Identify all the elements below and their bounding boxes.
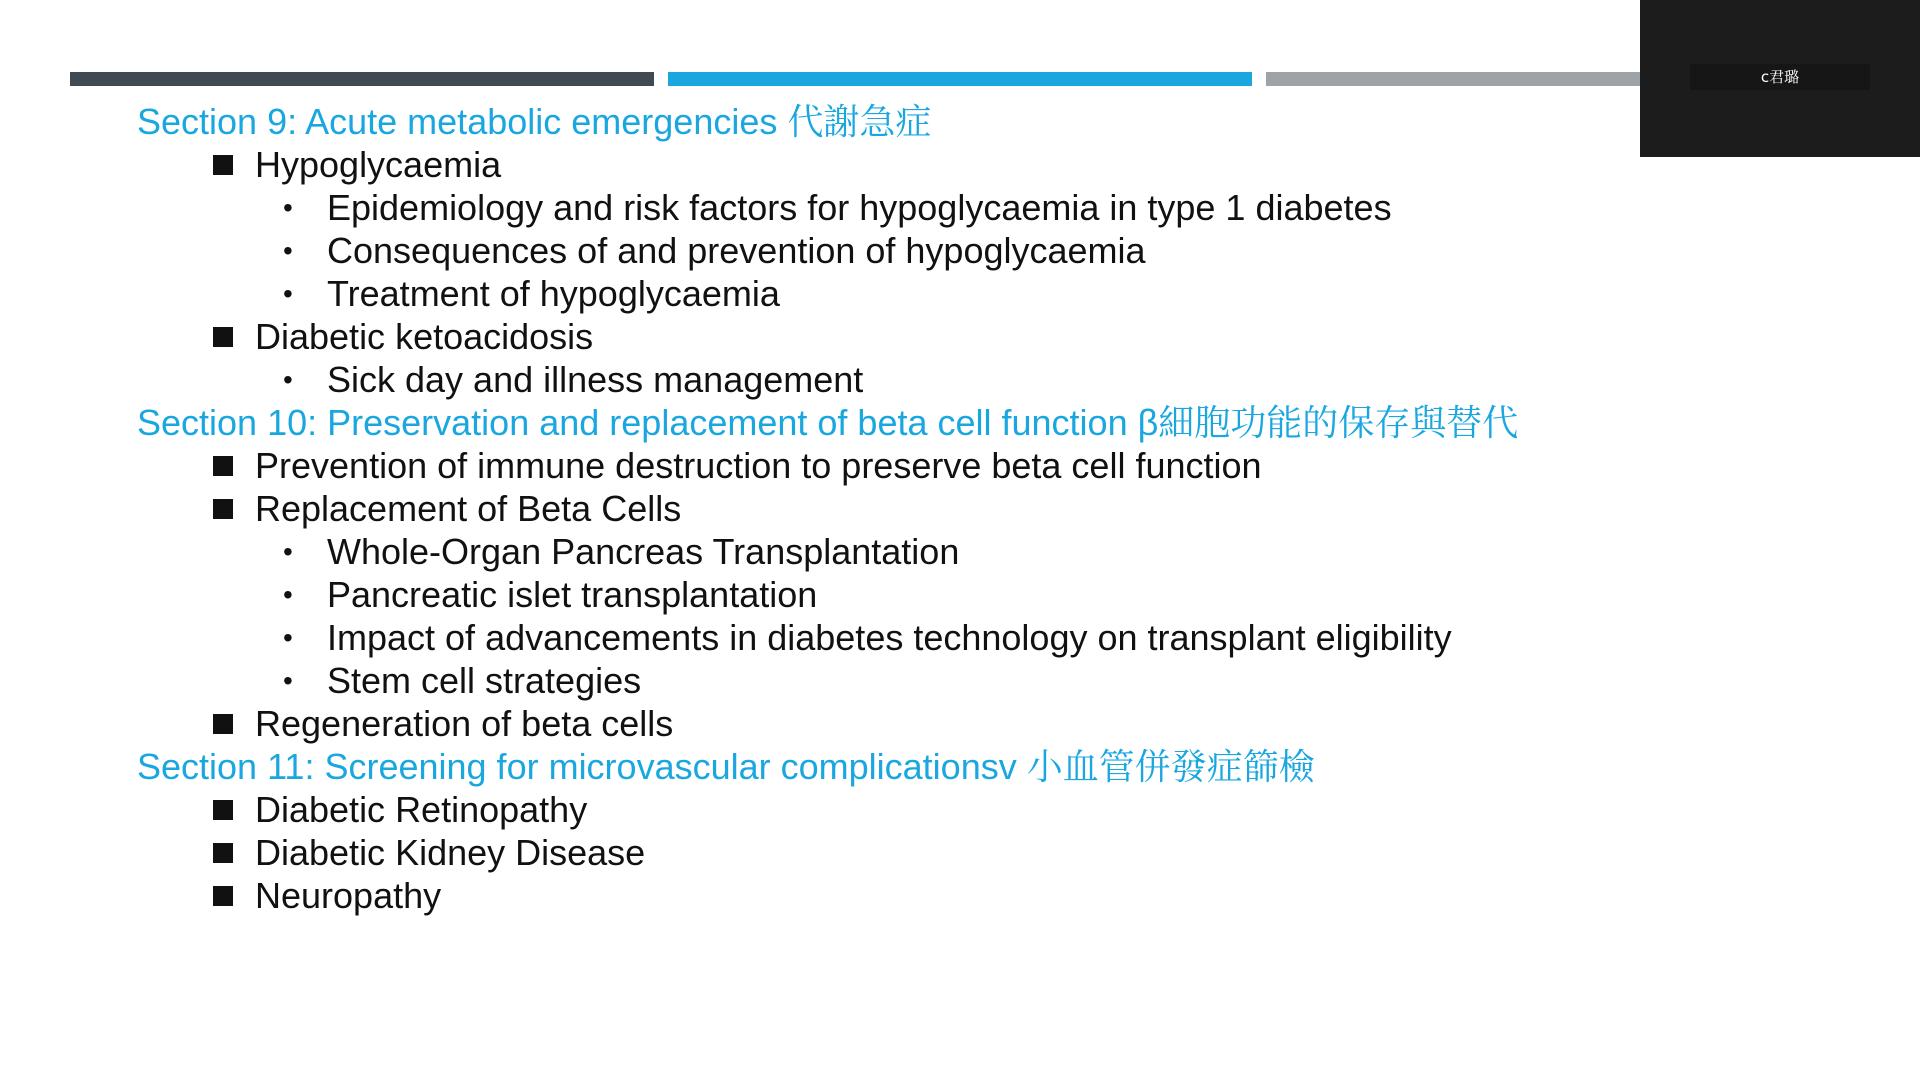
list-item-text: Diabetic Kidney Disease [255,832,646,873]
dot-bullet-icon: • [283,235,293,266]
square-bullet-icon [213,499,233,519]
sub-list-item-text: Epidemiology and risk factors for hypoglycaemia in type 1 diabetes [327,187,1392,228]
sub-list-item [137,573,1617,616]
dot-bullet-icon: • [283,364,293,395]
sub-list-item-text: Sick day and illness management [327,359,864,400]
square-bullet-icon [213,800,233,820]
sub-list-item-text: Impact of advancements in diabetes technology on transplant eligibility [327,617,1452,658]
sub-list-item-text: Consequences of and prevention of hypoglycaemia [327,230,1146,271]
list-item-text: Regeneration of beta cells [255,703,674,744]
title-accent-bar-dark [70,72,654,86]
list-item-text: Diabetic Retinopathy [255,789,588,830]
section-10-heading: Section 10: Preservation and replacement of beta cell function β細胞功能的保存與替代 [137,402,1519,443]
list-item [137,444,1617,487]
dot-bullet-icon: • [283,536,293,567]
square-bullet-icon [213,714,233,734]
square-bullet-icon [213,327,233,347]
list-item [137,143,1617,186]
dot-bullet-icon: • [283,622,293,653]
sub-list-item [137,530,1617,573]
slide-body [137,100,1617,917]
sub-list-item-text: Whole-Organ Pancreas Transplantation [327,531,960,572]
participant-video-tile[interactable] [1640,0,1920,157]
sub-list-item-text: Treatment of hypoglycaemia [327,273,780,314]
list-item-text: Diabetic ketoacidosis [255,316,594,357]
square-bullet-icon [213,843,233,863]
dot-bullet-icon: • [283,192,293,223]
list-item [137,315,1617,358]
square-bullet-icon [213,155,233,175]
list-item [137,831,1617,874]
sub-list-item-text: Pancreatic islet transplantation [327,574,818,615]
sub-list-item-text: Stem cell strategies [327,660,642,701]
list-item [137,702,1617,745]
dot-bullet-icon: • [283,665,293,696]
square-bullet-icon [213,886,233,906]
section-9-heading: Section 9: Acute metabolic emergencies 代謝急症 [137,101,932,142]
list-item-text: Replacement of Beta Cells [255,488,682,529]
participant-name-label: c君璐 [1690,64,1870,90]
list-item-text: Hypoglycaemia [255,144,502,185]
list-item [137,874,1617,917]
dot-bullet-icon: • [283,278,293,309]
title-accent-bar-gray [1266,72,1676,86]
sub-list-item [137,272,1617,315]
title-accent-bar-blue [668,72,1252,86]
list-item [137,788,1617,831]
sub-list-item [137,659,1617,702]
list-item-text: Neuropathy [255,875,442,916]
sub-list-item [137,358,1617,401]
sub-list-item [137,186,1617,229]
square-bullet-icon [213,456,233,476]
section-11-heading: Section 11: Screening for microvascular complicationsv 小血管併發症篩檢 [137,746,1315,787]
list-item [137,487,1617,530]
dot-bullet-icon: • [283,579,293,610]
sub-list-item [137,229,1617,272]
list-item-text: Prevention of immune destruction to preserve beta cell function [255,445,1262,486]
sub-list-item [137,616,1617,659]
